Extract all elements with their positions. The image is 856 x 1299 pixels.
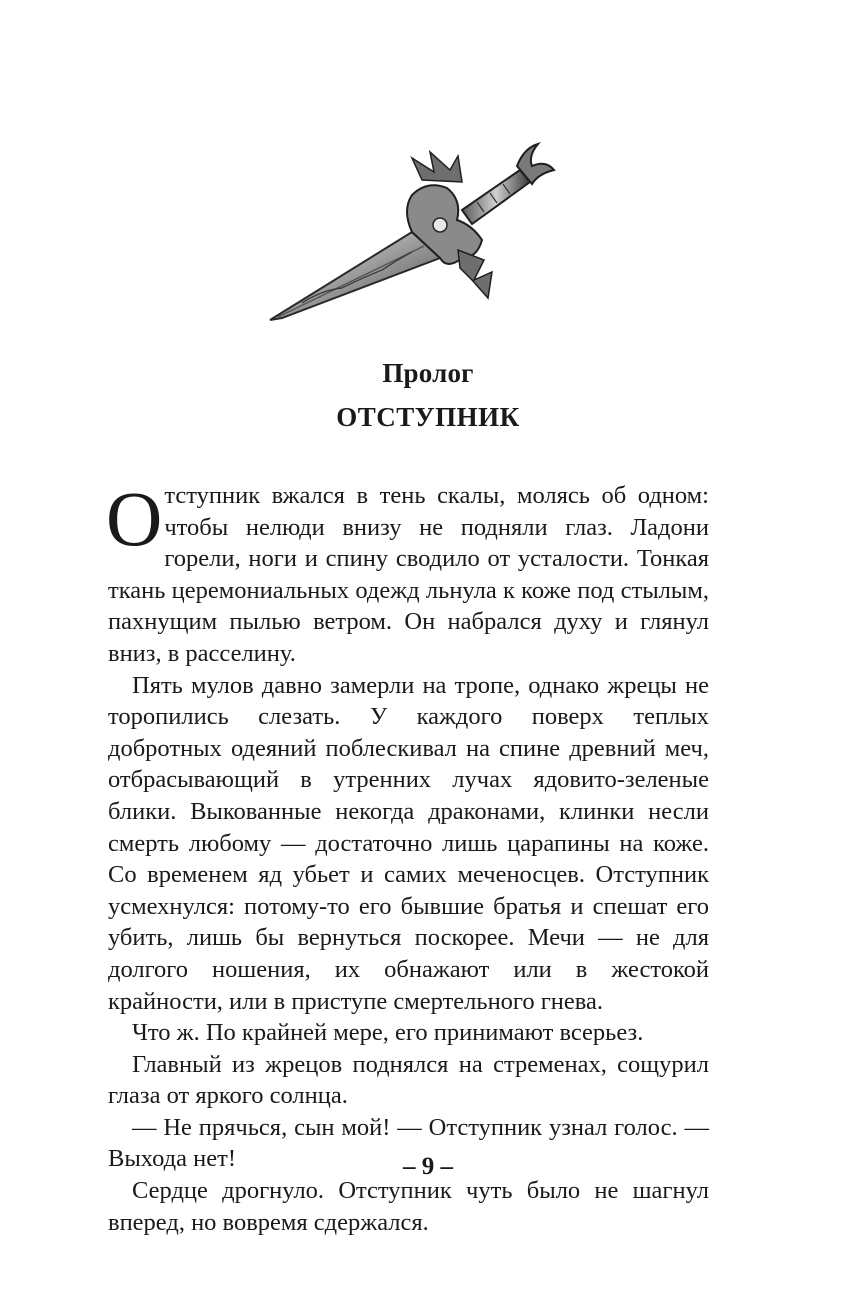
body-text <box>106 475 709 1238</box>
dragon-sword-icon <box>262 140 562 330</box>
paragraph: Пять мулов давно замерли на тропе, однако жрецы не торопились слезать. У каждого поверх теплых добротных одеяний поблескивал на спине древний меч, отбрасывающий в утренних лучах ядовито-зеленые блики. Выкованные некогда драконами, клинки несли смерть любому — достаточно лишь царапины на коже. Со временем яд убьет и самих меченосцев. Отступник усмехнулся: потому-то его бывшие братья и спешат его убить, лишь бы вернуться поскорее. Мечи — не для долгого ношения, их обнажают или в жестокой крайности, или в приступе смертельного гнева. <box>108 671 709 1015</box>
chapter-title: ОТСТУПНИК <box>336 402 520 432</box>
paragraph-text: тступник вжался в тень скалы, молясь об одном: чтобы нелюди внизу не подняли глаз. Ладони горели, ноги и спину сводило от усталости. Тонкая ткань церемониальных одежд льнула к коже под стылым, пахнущим пылью ветром. Он набрался духу и глянул вниз, в расселину. <box>108 482 709 667</box>
chapter-label: Пролог <box>382 358 474 388</box>
paragraph: Сердце дрогнуло. Отступник чуть было не шагнул вперед, но вовремя сдержался. <box>108 1177 709 1236</box>
page-number: – 9 – <box>403 1153 453 1180</box>
paragraph: Главный из жрецов поднялся на стременах, сощурил глаза от яркого солнца. <box>108 1050 709 1110</box>
paragraph: — Не прячься, сын мой! — Отступник узнал голос. — Выхода нет! <box>108 1113 709 1173</box>
drop-cap: О <box>106 475 163 562</box>
paragraph: Что ж. По крайней мере, его принимают всерьез. <box>132 1019 644 1047</box>
paragraph <box>106 475 709 670</box>
